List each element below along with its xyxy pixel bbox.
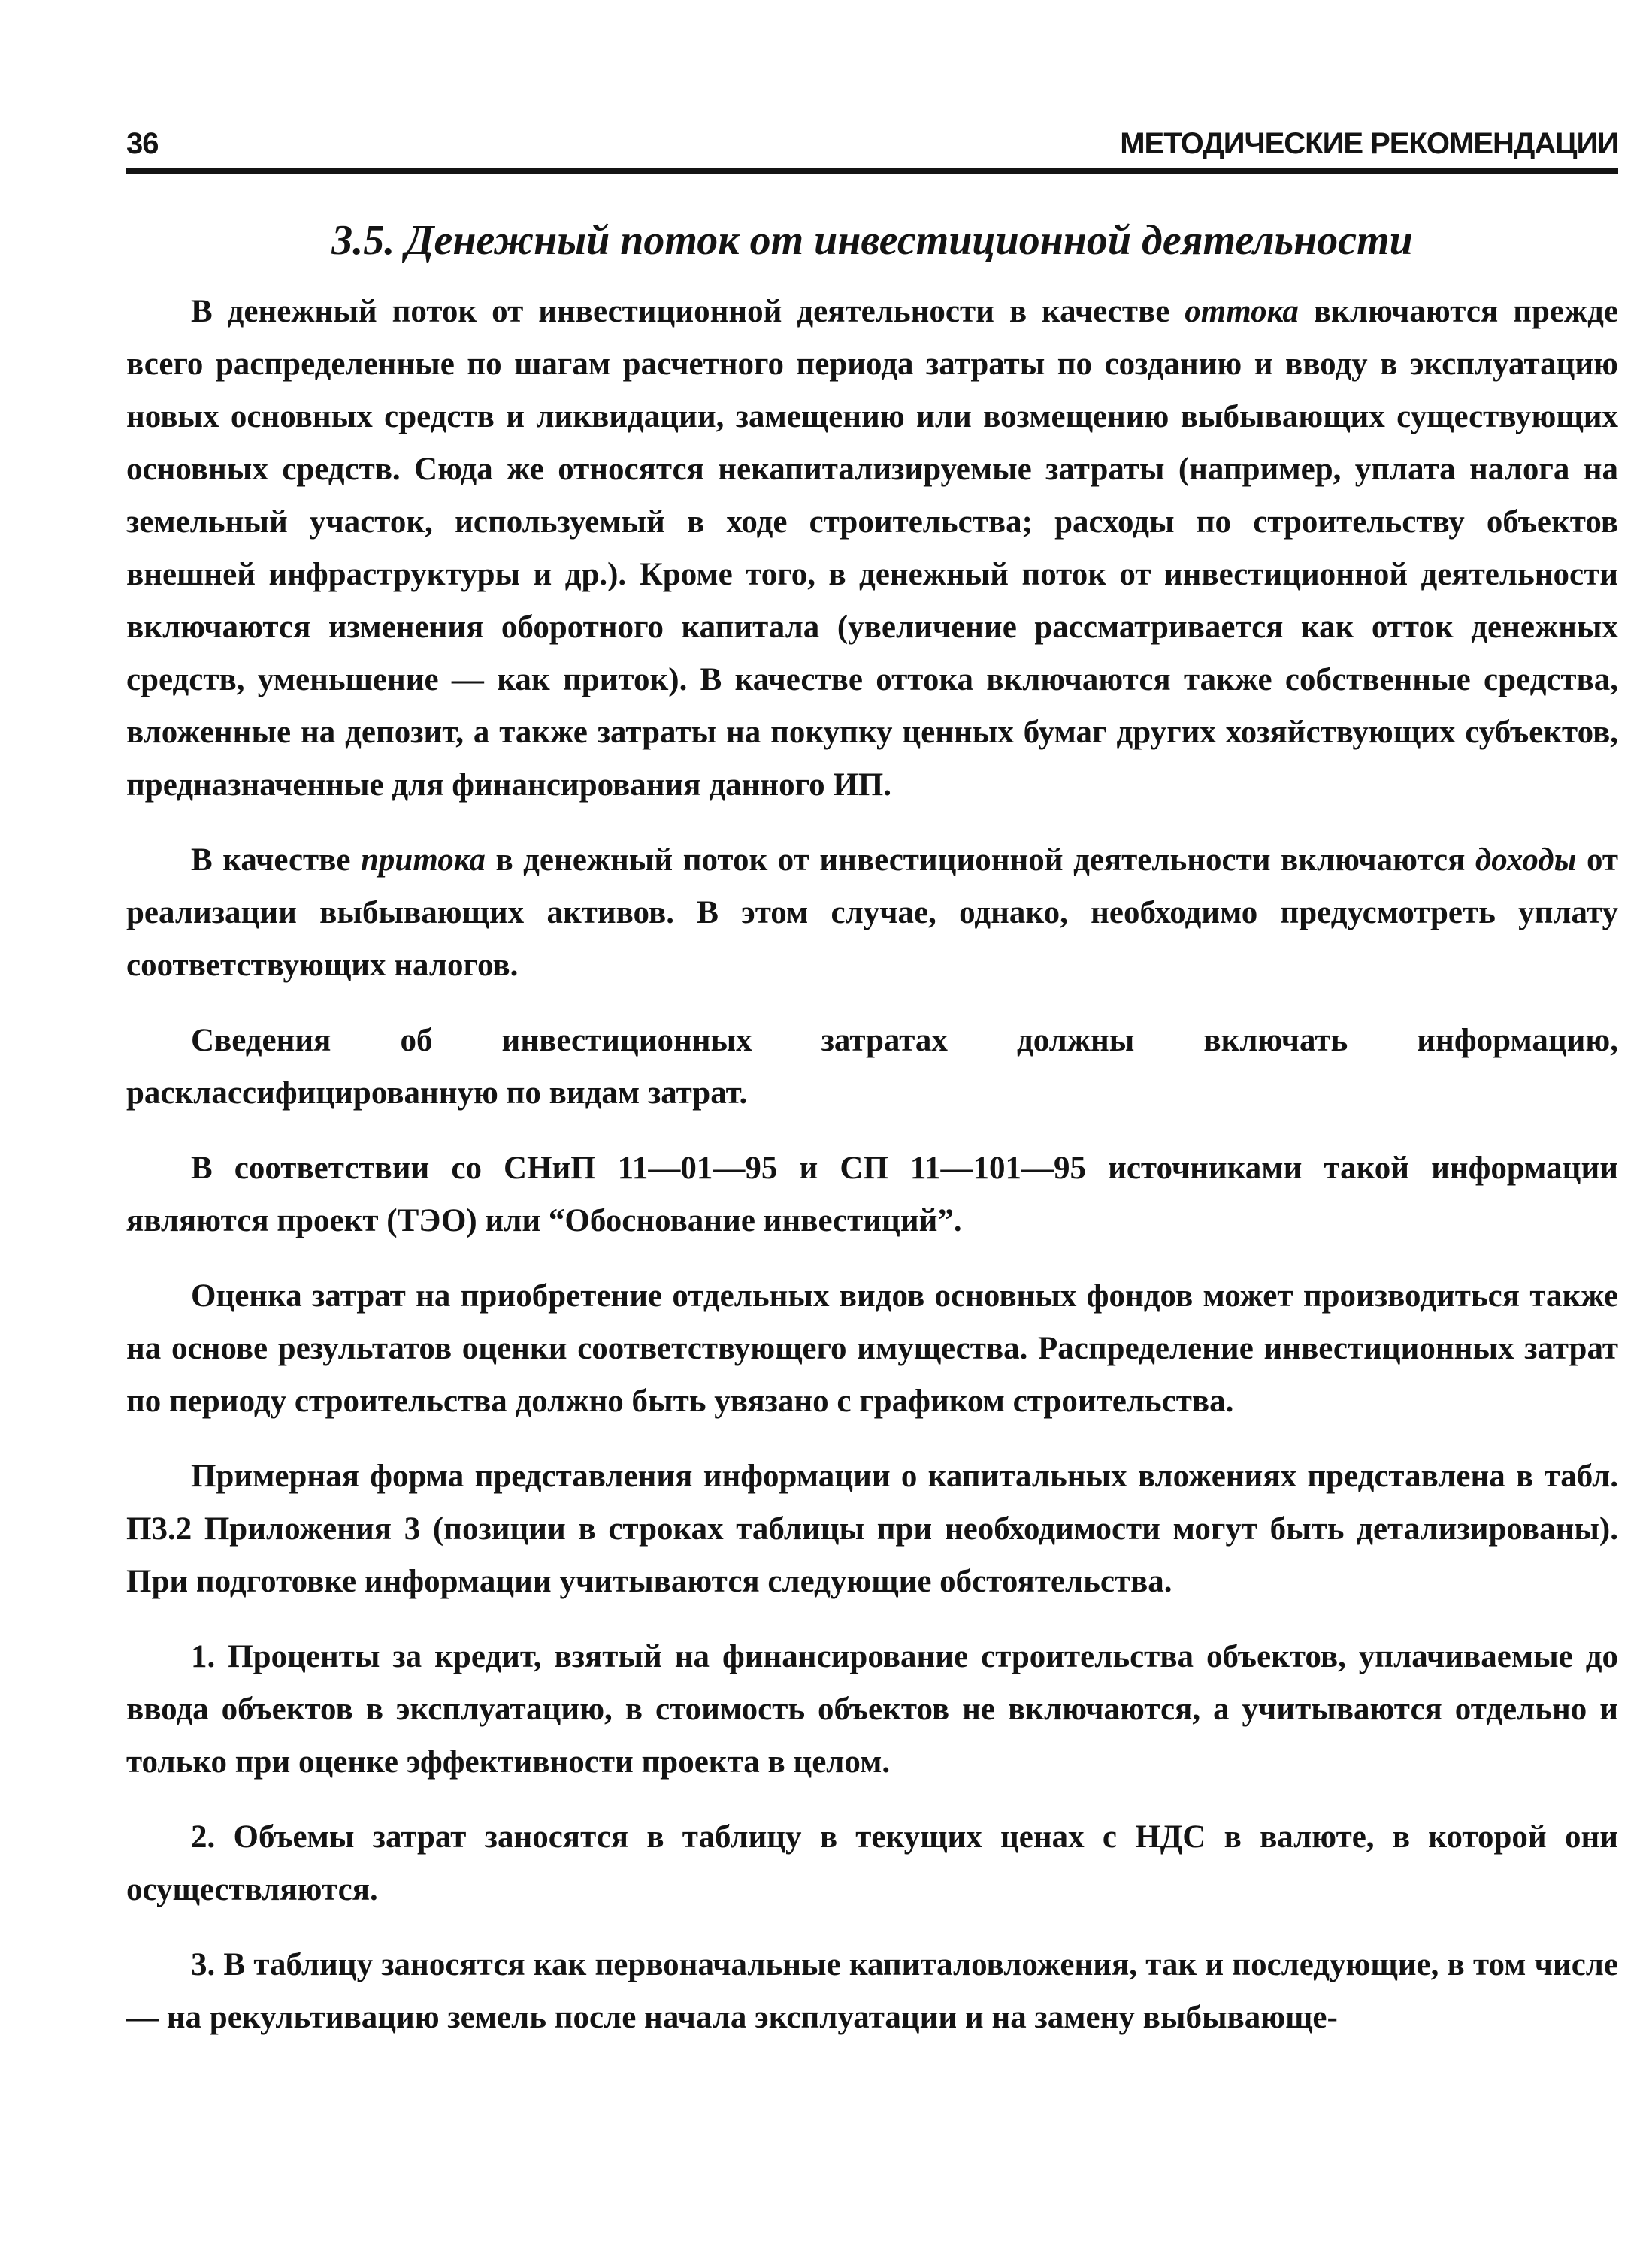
list-item-2: 2. Объемы затрат заносятся в таблицу в текущих ценах с НДС в валюте, в которой они осуществляются. (126, 1819, 1618, 1907)
running-head: МЕТОДИЧЕСКИЕ РЕКОМЕНДАЦИИ (1120, 127, 1618, 160)
page-number: 36 (126, 127, 159, 160)
list-item-3: 3. В таблицу заносятся как первоначальные капиталовложения, так и последующие, в том числе — на рекультивацию земель после начала эксплуатации и на замену выбывающе- (126, 1947, 1618, 2035)
paragraph-table-form: Примерная форма представления информации о капитальных вложениях представлена в табл. П3.2 Приложения 3 (позиции в строках таблицы при необходимости могут быть детализированы). При подготовке информации учитываются следующие обстоятельства. (126, 1459, 1618, 1599)
header-rule (126, 168, 1618, 174)
list-item-1: 1. Проценты за кредит, взятый на финансирование строительства объектов, уплачиваемые до ввода объектов в эксплуатацию, в стоимость объектов не включаются, а учитываются отдельно и только при оценке эффективности проекта в целом. (126, 1639, 1618, 1780)
paragraph-snip-sources: В соответствии со СНиП 11—01—95 и СП 11—101—95 источниками такой информации являются проект (ТЭО) или “Обоснование инвестиций”. (126, 1151, 1618, 1238)
paragraph-inflow (126, 834, 1618, 992)
emphasis-inflow: притока (361, 842, 486, 878)
paragraph-cost-info: Сведения об инвестиционных затратах должны включать информацию, расклассифицированную по видам затрат. (126, 1023, 1618, 1111)
emphasis-income: доходы (1475, 842, 1577, 878)
text-run: от реализации выбывающих активов. В этом случае, однако, необходимо предусмотреть уплату соответствующих налогов. (126, 842, 1619, 983)
section-title: 3.5. Денежный поток от инвестиционной деятельности (331, 217, 1413, 264)
text-run: В качестве (191, 842, 361, 878)
paragraph-cost-estimate: Оценка затрат на приобретение отдельных видов основных фондов может производиться также на основе результатов оценки соответствующего имущества. Распределение инвестиционных затрат по периоду строительства должно быть увязано с графиком строительства. (126, 1278, 1618, 1419)
page-header (126, 120, 1618, 174)
paragraph-outflow (126, 286, 1618, 812)
text-run: В денежный поток от инвестиционной деятельности в качестве (191, 294, 1185, 329)
emphasis-outflow: оттока (1185, 294, 1299, 329)
text-run: в денежный поток от инвестиционной деятельности включаются (485, 842, 1475, 878)
body-text (126, 286, 1618, 2067)
text-run: включаются прежде всего распределенные по шагам расчетного периода затраты по созданию и вводу в эксплуатацию новых основных средств и ликвидации, замещению или возмещению выбывающих существующих основных средств. Сюда же относятся некапитализируемые затраты (например, уплата налога на земельный участок, используемый в ходе строительства; расходы по строительству объектов внешней инфраструктуры и др.). Кроме того, в денежный поток от инвестиционной деятельности включаются изменения оборотного капитала (увеличение рассматривается как отток денежных средств, уменьшение — как приток). В качестве оттока включаются также собственные средства, вложенные на депозит, а также затраты на покупку ценных бумаг других хозяйствующих субъектов, предназначенные для финансирования данного ИП. (126, 294, 1618, 803)
